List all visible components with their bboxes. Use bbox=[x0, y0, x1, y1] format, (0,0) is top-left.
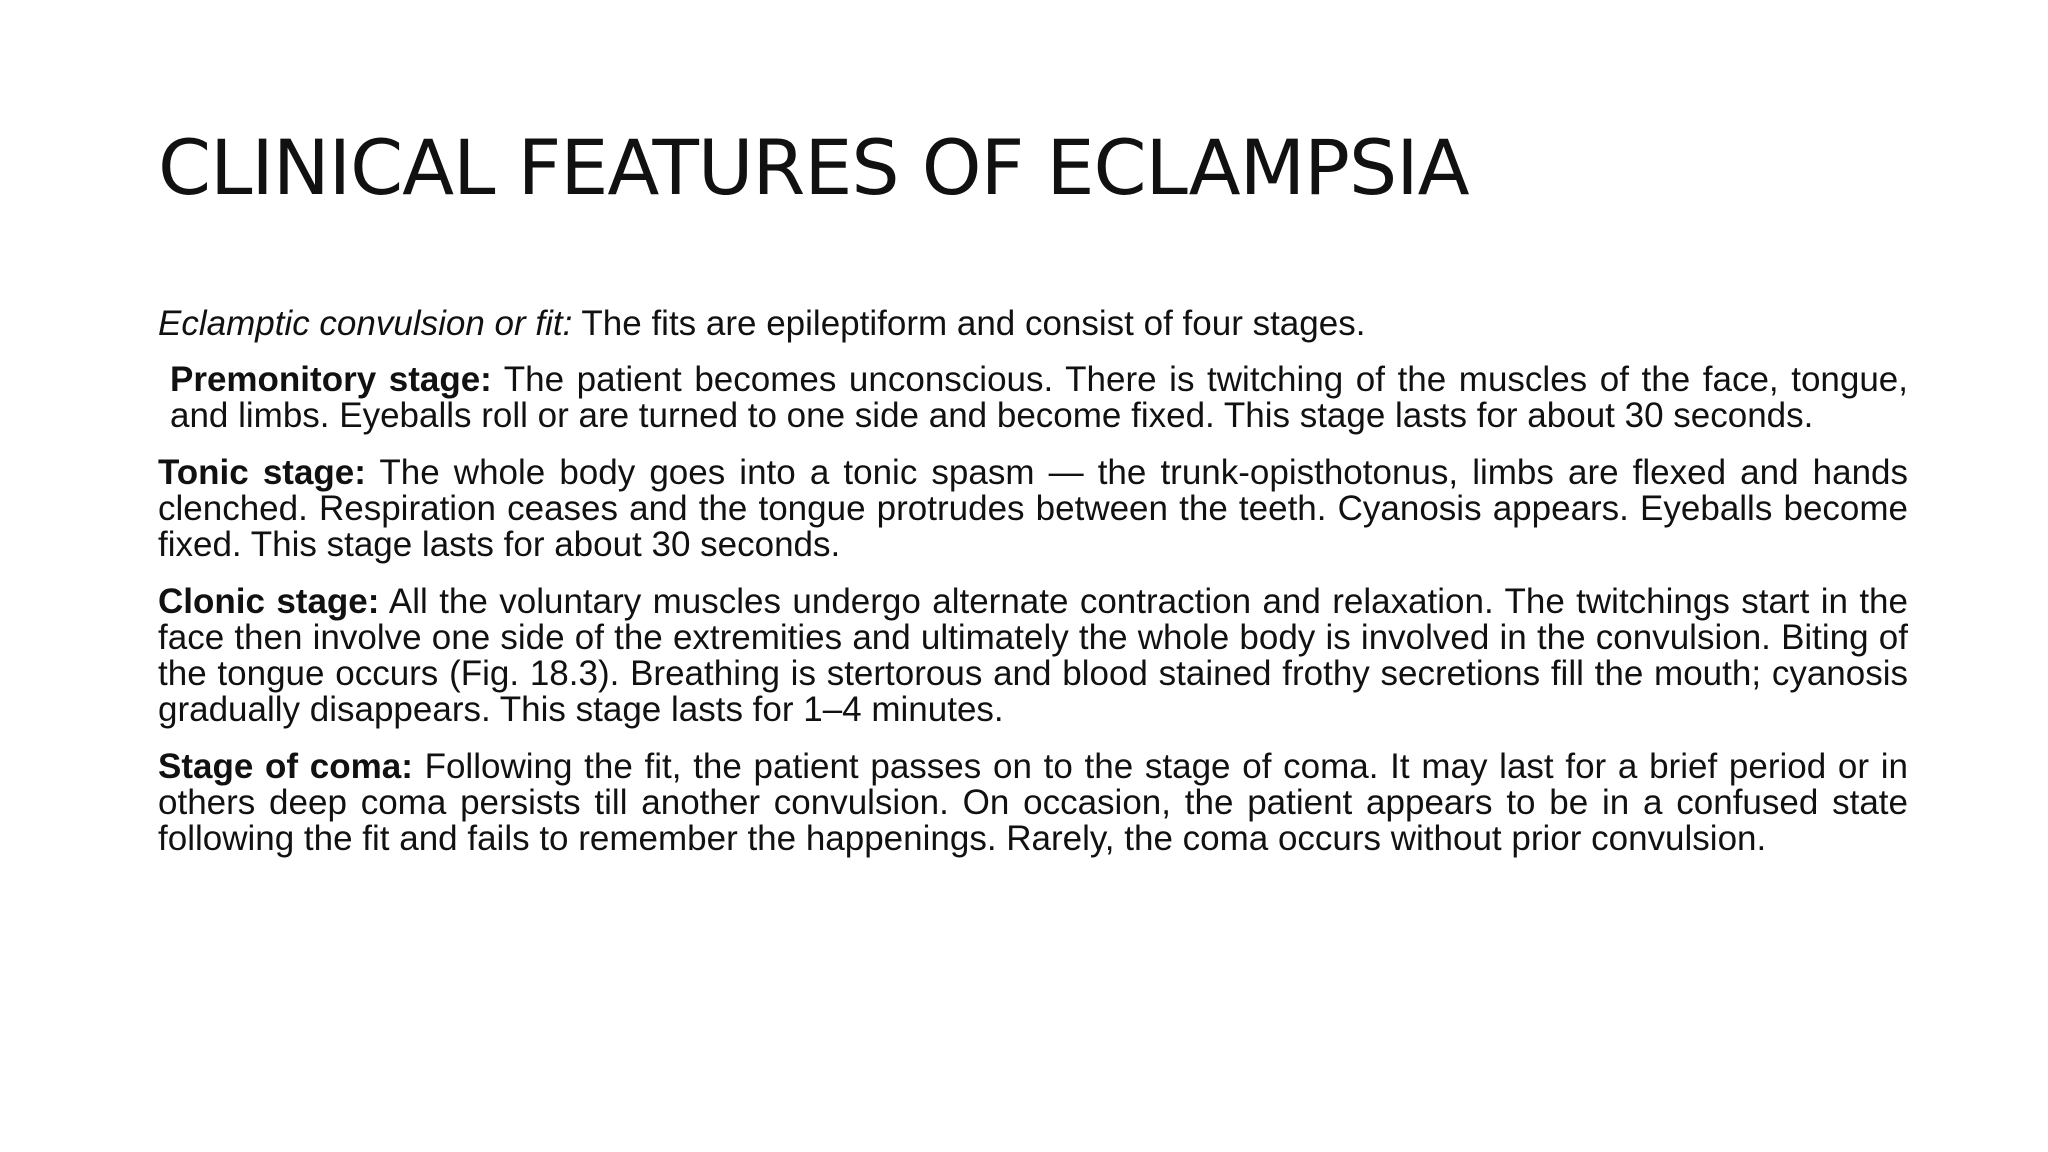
stage-premonitory bbox=[158, 362, 1908, 434]
stage-clonic bbox=[158, 584, 1908, 728]
stage-tonic bbox=[158, 455, 1908, 563]
stage-coma bbox=[158, 749, 1908, 857]
slide-body bbox=[158, 306, 1908, 878]
stage-tonic-text: The whole body goes into a tonic spasm — the trunk-opisthotonus, limbs are flexed and hands clenched. Respiration ceases and the tongue protrudes between the teeth. Cyanosis appears. Eyeballs become fixed. This stage lasts for about 30 seconds. bbox=[158, 453, 1909, 564]
stage-clonic-heading: Clonic stage: bbox=[158, 582, 380, 621]
stage-premonitory-heading: Premonitory stage: bbox=[170, 360, 492, 399]
slide-title: CLINICAL FEATURES OF ECLAMPSIA bbox=[158, 123, 1469, 212]
stage-coma-heading: Stage of coma: bbox=[158, 747, 413, 786]
stage-tonic-heading: Tonic stage: bbox=[158, 453, 366, 492]
intro-lead: Eclamptic convulsion or fit: bbox=[158, 304, 573, 343]
intro-paragraph bbox=[158, 306, 1908, 342]
stage-clonic-text: All the voluntary muscles undergo alternate contraction and relaxation. The twitchings start in the face then involve one side of the extremities and ultimately the whole body is involved in the convulsion. Biting of the tongue occurs (Fig. 18.3). Breathing is stertorous and blood stained frothy secretions fill the mouth; cyanosis gradually disappears. This stage lasts for 1–4 minutes. bbox=[158, 582, 1908, 729]
stage-coma-text: Following the fit, the patient passes on to the stage of coma. It may last for a brief period or in others deep coma persists till another convulsion. On occasion, the patient appears to be in a confused state following the fit and fails to remember the happenings. Rarely, the coma occurs without prior convulsion. bbox=[158, 747, 1908, 858]
intro-text: The fits are epileptiform and consist of four stages. bbox=[572, 304, 1366, 343]
stage-premonitory-text: The patient becomes unconscious. There is twitching of the muscles of the face, tongue, and limbs. Eyeballs roll or are turned to one side and become fixed. This stage lasts for about 30 seconds. bbox=[170, 360, 1908, 435]
